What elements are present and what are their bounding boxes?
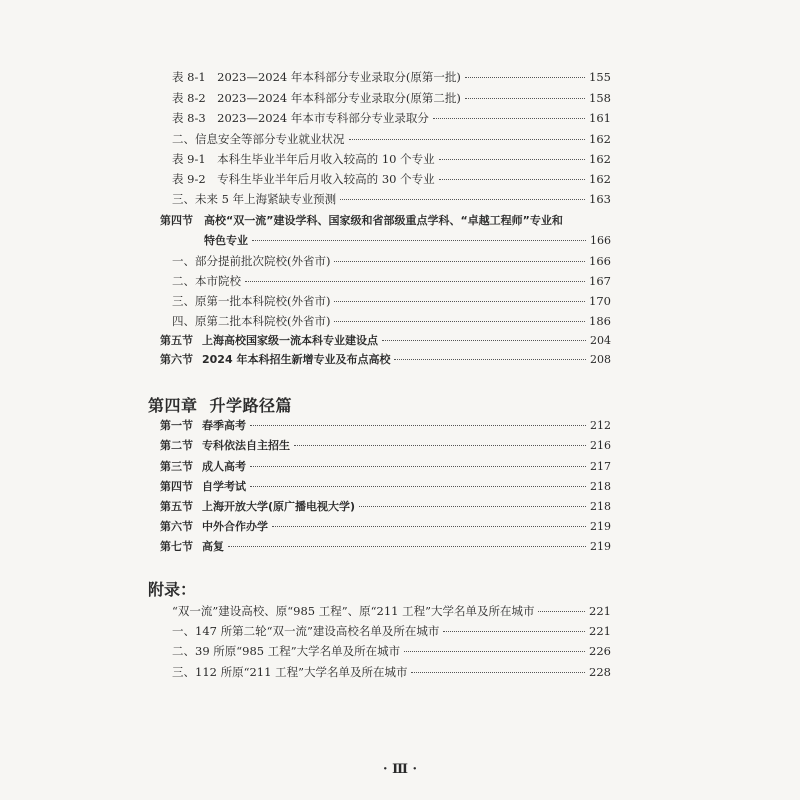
section-title: 春季高考 xyxy=(202,419,246,432)
page-number: 170 xyxy=(589,294,611,308)
page-number: 226 xyxy=(589,644,611,658)
page-number: 218 xyxy=(590,500,611,513)
toc-entry xyxy=(160,353,611,367)
dot-leader xyxy=(538,611,585,612)
page-number: 155 xyxy=(589,70,611,84)
page-number: 212 xyxy=(590,419,611,432)
dot-leader xyxy=(334,321,585,322)
section-number: 第五节 xyxy=(160,500,193,513)
dot-leader xyxy=(334,261,585,262)
page-number: 218 xyxy=(590,480,611,493)
dot-leader xyxy=(334,301,585,302)
page-number: 228 xyxy=(589,665,611,679)
page-number: 163 xyxy=(589,192,611,206)
dot-leader xyxy=(252,240,586,241)
dot-leader xyxy=(228,546,586,547)
toc-entry: 三、112 所原“211 工程”大学名单及所在城市 228 xyxy=(172,665,611,679)
section-title: 上海高校国家级一流本科专业建设点 xyxy=(202,334,378,347)
chapter-heading xyxy=(148,393,292,416)
toc-entry: “双一流”建设高校、原“985 工程”、原“211 工程”大学名单及所在城市 221 xyxy=(172,604,611,618)
section-title: 中外合作办学 xyxy=(202,520,268,533)
dot-leader xyxy=(404,651,585,652)
toc-entry: 表 8-2 2023—2024 年本科部分专业录取分(原第二批) 158 xyxy=(172,91,611,105)
toc-entry xyxy=(160,419,611,433)
dot-leader xyxy=(465,77,585,78)
dot-leader xyxy=(433,118,585,119)
dot-leader xyxy=(250,486,586,487)
page-number: 221 xyxy=(589,604,611,618)
toc-entry xyxy=(160,460,611,474)
section-title: 自学考试 xyxy=(202,480,246,493)
toc-entry: 表 9-2 专科生毕业半年后月收入较高的 30 个专业 162 xyxy=(172,172,611,186)
page-number: 219 xyxy=(590,520,611,533)
dot-leader xyxy=(411,672,585,673)
toc-entry: 四、原第二批本科院校(外省市) 186 xyxy=(172,314,611,328)
section-number: 第六节 xyxy=(160,353,193,366)
dot-leader xyxy=(340,199,585,200)
section-number: 第四节 xyxy=(160,214,193,227)
section-number: 第二节 xyxy=(160,439,193,452)
page-number: 166 xyxy=(589,254,611,268)
page-number: 161 xyxy=(589,111,611,125)
toc-entry: 二、信息安全等部分专业就业状况 162 xyxy=(172,132,611,146)
dot-leader xyxy=(250,466,586,467)
dot-leader xyxy=(439,179,585,180)
toc-entry: 表 9-1 本科生毕业半年后月收入较高的 10 个专业 162 xyxy=(172,152,611,166)
toc-entry: 二、本市院校 167 xyxy=(172,274,611,288)
toc-entry: 一、部分提前批次院校(外省市) 166 xyxy=(172,254,611,268)
section-number: 第三节 xyxy=(160,460,193,473)
section-number: 第七节 xyxy=(160,540,193,553)
toc-entry: 三、原第一批本科院校(外省市) 170 xyxy=(172,294,611,308)
section-title: 专科依法自主招生 xyxy=(202,439,290,452)
dot-leader xyxy=(382,340,586,341)
section-number: 第一节 xyxy=(160,419,193,432)
toc-entry: 表 8-3 2023—2024 年本市专科部分专业录取分 161 xyxy=(172,111,611,125)
section-number: 第六节 xyxy=(160,520,193,533)
page-number: 208 xyxy=(590,353,611,366)
page-number: 167 xyxy=(589,274,611,288)
toc-entry xyxy=(160,500,611,514)
dot-leader xyxy=(465,98,585,99)
page-number: 166 xyxy=(590,234,611,247)
section-title: 高校“双一流”建设学科、国家级和省部级重点学科、“卓越工程师”专业和 xyxy=(204,214,563,227)
toc-entry xyxy=(160,334,611,348)
section-title: 成人高考 xyxy=(202,460,246,473)
dot-leader xyxy=(349,139,586,140)
page-number: 162 xyxy=(589,152,611,166)
section-title: 2024 年本科招生新增专业及布点高校 xyxy=(202,353,391,366)
section-title: 高复 xyxy=(202,540,224,553)
dot-leader xyxy=(394,359,586,360)
dot-leader xyxy=(245,281,585,282)
chapter-title: 升学路径篇 xyxy=(209,396,293,415)
toc-entry: 二、39 所原“985 工程”大学名单及所在城市 226 xyxy=(172,644,611,658)
dot-leader xyxy=(294,445,586,446)
toc-entry: 三、未来 5 年上海紧缺专业预测 163 xyxy=(172,192,611,206)
section-title: 上海开放大学(原广播电视大学) xyxy=(202,500,356,513)
page-number: 204 xyxy=(590,334,611,347)
toc-entry: 表 8-1 2023—2024 年本科部分专业录取分(原第一批) 155 xyxy=(172,70,611,84)
page-folio: · Ⅲ · xyxy=(383,762,417,777)
dot-leader xyxy=(250,425,586,426)
page-number: 162 xyxy=(589,132,611,146)
section-number: 第五节 xyxy=(160,334,193,347)
page-number: 158 xyxy=(589,91,611,105)
toc-entry: 特色专业 166 xyxy=(204,234,611,247)
chapter-number: 第四章 xyxy=(148,396,198,415)
toc-entry: 一、147 所第二轮“双一流”建设高校名单及所在城市 221 xyxy=(172,624,611,638)
page-number: 219 xyxy=(590,540,611,553)
dot-leader xyxy=(359,506,586,507)
toc-entry xyxy=(160,520,611,534)
page-number: 217 xyxy=(590,460,611,473)
section-number: 第四节 xyxy=(160,480,193,493)
page-number: 186 xyxy=(589,314,611,328)
page-number: 221 xyxy=(589,624,611,638)
dot-leader xyxy=(439,159,585,160)
toc-entry xyxy=(160,540,611,554)
dot-leader xyxy=(443,631,585,632)
page-number: 216 xyxy=(590,439,611,452)
page-number: 162 xyxy=(589,172,611,186)
toc-entry xyxy=(160,439,611,453)
dot-leader xyxy=(272,526,586,527)
section-heading xyxy=(160,214,563,228)
appendix-heading: 附录： xyxy=(148,580,197,599)
toc-entry xyxy=(160,480,611,494)
